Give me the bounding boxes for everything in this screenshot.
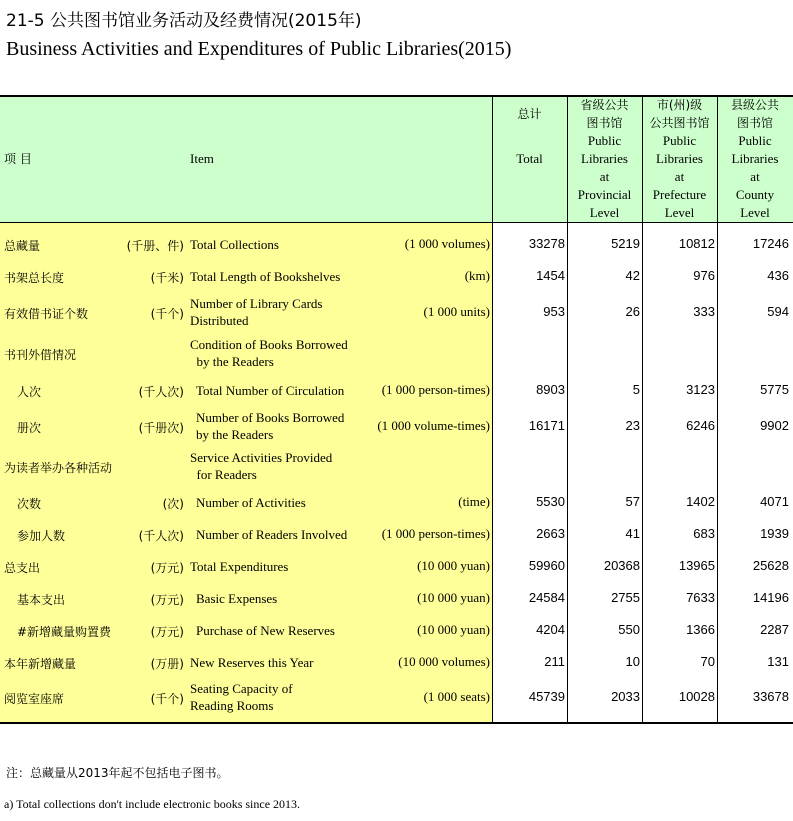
row-value: 5530 — [536, 494, 565, 509]
row-value: 211 — [544, 654, 565, 669]
row-label-en: Basic Expenses — [196, 591, 278, 606]
row-label-cn: #新增藏量购置费 — [17, 625, 112, 639]
row-unit-cn: (千个) — [150, 307, 184, 321]
row-unit-en: (1 000 volumes) — [404, 236, 490, 251]
header-item-en: Item — [190, 151, 214, 166]
row-value: 9902 — [760, 418, 789, 433]
row-label-en: Purchase of New Reserves — [196, 623, 335, 638]
row-label-cn: 总支出 — [4, 561, 41, 575]
row-unit-cn: (万元) — [150, 625, 184, 639]
row-label-cn: 参加人数 — [17, 529, 66, 543]
row-label-en: Service Activities Provided for Readers — [190, 450, 333, 482]
row-value: 1454 — [536, 268, 565, 283]
row-value: 13965 — [678, 558, 715, 573]
row-value: 5219 — [611, 236, 640, 251]
row-value: 2663 — [536, 526, 565, 541]
row-label-en: Number of Books Borrowed by the Readers — [196, 410, 345, 442]
page-title-en: Business Activities and Expenditures of Public Libraries(2015) — [6, 38, 512, 60]
row-unit-cn: (万元) — [150, 593, 184, 607]
header-provincial: 省级公共 图书馆 Public Libraries at Provincial Level — [577, 98, 632, 220]
row-label-cn: 阅览室座席 — [4, 692, 65, 706]
row-value: 41 — [625, 526, 640, 541]
row-value: 25628 — [752, 558, 789, 573]
row-unit-cn: (千米) — [150, 271, 184, 285]
row-value: 26 — [625, 304, 640, 319]
row-value: 2033 — [611, 689, 640, 704]
row-value: 976 — [693, 268, 715, 283]
row-value: 5775 — [760, 382, 789, 397]
row-value: 8903 — [536, 382, 565, 397]
row-unit-en: (1 000 units) — [423, 304, 490, 319]
table-bottom-border — [0, 722, 793, 724]
row-label-cn: 册次 — [17, 421, 42, 435]
row-value: 57 — [625, 494, 640, 509]
row-value: 42 — [625, 268, 640, 283]
row-label-cn: 有效借书证个数 — [4, 307, 89, 321]
row-unit-en: (10 000 volumes) — [398, 654, 490, 669]
row-label-en: Number of Readers Involved — [196, 527, 348, 542]
row-unit-en: (10 000 yuan) — [417, 590, 490, 605]
row-value: 594 — [767, 304, 789, 319]
header-prefecture: 市(州)级 公共图书馆 Public Libraries at Prefecture Level — [649, 98, 710, 220]
footnote-en: a) Total collections don't include electronic books since 2013. — [4, 797, 301, 811]
row-value: 70 — [700, 654, 715, 669]
row-value: 6246 — [686, 418, 715, 433]
row-label-en: Total Length of Bookshelves — [190, 269, 341, 284]
row-label-cn: 本年新增藏量 — [4, 657, 77, 671]
row-value: 4071 — [760, 494, 789, 509]
header-item-cn: 项 目 — [4, 152, 32, 166]
row-unit-en: (time) — [458, 494, 490, 509]
row-value: 33678 — [752, 689, 789, 704]
row-value: 1939 — [760, 526, 789, 541]
header-total-cn: 总计 — [517, 107, 542, 121]
row-value: 45739 — [528, 689, 565, 704]
row-label-cn: 人次 — [17, 385, 42, 399]
row-label-cn: 书刊外借情况 — [4, 348, 77, 362]
row-label-en: Number of Activities — [196, 495, 306, 510]
row-value: 59960 — [528, 558, 565, 573]
row-unit-en: (1 000 person-times) — [381, 526, 490, 541]
row-label-en: Total Collections — [190, 237, 279, 252]
row-value: 20368 — [603, 558, 640, 573]
row-value: 2287 — [760, 622, 789, 637]
row-value: 14196 — [752, 590, 789, 605]
row-unit-en: (1 000 seats) — [423, 689, 490, 704]
row-value: 10812 — [678, 236, 715, 251]
row-value: 3123 — [686, 382, 715, 397]
row-value: 10028 — [678, 689, 715, 704]
row-value: 2755 — [611, 590, 640, 605]
row-label-cn: 总藏量 — [4, 239, 41, 253]
row-value: 33278 — [528, 236, 565, 251]
row-unit-cn: (万元) — [150, 561, 184, 575]
row-label-en: Total Number of Circulation — [196, 383, 345, 398]
row-value: 17246 — [752, 236, 789, 251]
row-value: 550 — [618, 622, 640, 637]
row-label-en: Number of Library Cards Distributed — [190, 296, 323, 328]
row-label-cn: 为读者举办各种活动 — [4, 461, 113, 475]
row-label-en: Total Expenditures — [190, 559, 289, 574]
row-label-en: Condition of Books Borrowed by the Readers — [190, 337, 348, 369]
row-unit-en: (1 000 person-times) — [381, 382, 490, 397]
row-label-cn: 基本支出 — [17, 593, 66, 607]
header-county: 县级公共 图书馆 Public Libraries at County Level — [730, 98, 779, 220]
row-unit-cn: (千人次) — [138, 385, 184, 399]
row-label-en: New Reserves this Year — [190, 655, 314, 670]
footnote-cn: 注：总藏量从2013年起不包括电子图书。 — [6, 766, 229, 780]
row-value: 24584 — [528, 590, 565, 605]
row-value: 7633 — [686, 590, 715, 605]
row-value: 436 — [767, 268, 789, 283]
row-unit-en: (10 000 yuan) — [417, 558, 490, 573]
row-unit-cn: (千册次) — [138, 421, 184, 435]
row-value: 10 — [625, 654, 640, 669]
row-value: 5 — [632, 382, 640, 397]
row-unit-cn: (万册) — [150, 657, 184, 671]
row-unit-cn: (千个) — [150, 692, 184, 706]
row-value: 683 — [693, 526, 715, 541]
row-unit-en: (1 000 volume-times) — [377, 418, 490, 433]
row-unit-cn: (次) — [162, 497, 184, 511]
row-value: 23 — [625, 418, 640, 433]
row-unit-en: (10 000 yuan) — [417, 622, 490, 637]
header-divider — [0, 222, 793, 223]
row-value: 1366 — [686, 622, 715, 637]
row-label-cn: 书架总长度 — [4, 271, 65, 285]
row-value: 953 — [543, 304, 565, 319]
row-unit-cn: (千人次) — [138, 529, 184, 543]
row-label-cn: 次数 — [17, 497, 42, 511]
row-unit-en: (km) — [464, 268, 490, 283]
row-value: 1402 — [686, 494, 715, 509]
row-value: 333 — [693, 304, 715, 319]
row-unit-cn: (千册、件) — [126, 239, 184, 253]
row-value: 16171 — [528, 418, 565, 433]
row-value: 4204 — [536, 622, 565, 637]
row-value: 131 — [767, 654, 789, 669]
page-title-cn: 21-5 公共图书馆业务活动及经费情况(2015年) — [6, 11, 362, 31]
row-label-en: Seating Capacity of Reading Rooms — [190, 681, 293, 713]
header-total-en: Total — [516, 151, 543, 166]
